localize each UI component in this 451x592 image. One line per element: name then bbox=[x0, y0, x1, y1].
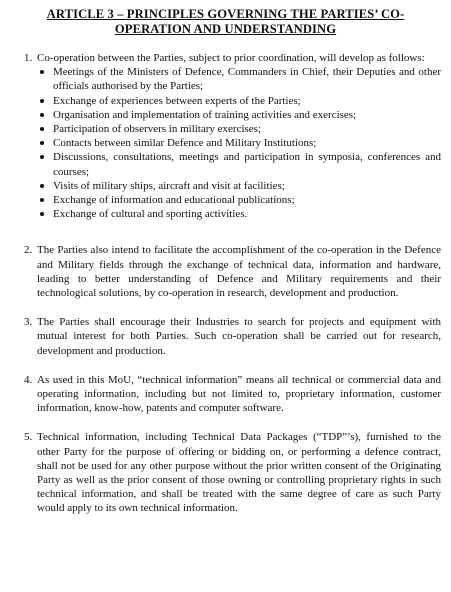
list-item: Exchange of experiences between experts of the Parties; bbox=[37, 94, 441, 108]
bullet-icon bbox=[40, 70, 44, 74]
paragraph-5-number: 5. bbox=[24, 431, 33, 444]
paragraph-3-number: 3. bbox=[24, 316, 33, 329]
paragraph-1-number: 1. bbox=[24, 52, 33, 64]
bullet-icon bbox=[40, 155, 44, 159]
paragraph-5 bbox=[8, 430, 443, 515]
bullet-icon bbox=[40, 198, 44, 202]
article-heading-line-2: OPERATION AND UNDERSTANDING bbox=[114, 22, 337, 36]
paragraph-2-text: The Parties also intend to facilitate the accomplishment of the co-operation in the Defence and Military fields through the exchange of technical data, information and hardware, leading to better understanding of Defence and Military requirements and their technological solutions, by co-operation in research, development and production. bbox=[37, 244, 441, 300]
bullet-icon bbox=[40, 141, 44, 145]
list-item: Exchange of information and educational publications; bbox=[37, 193, 441, 207]
paragraph-4-number: 4. bbox=[24, 373, 33, 386]
paragraph-1-text: Co-operation between the Parties, subject to prior coordination, will develop as follows: bbox=[37, 52, 425, 64]
article-heading bbox=[8, 7, 443, 37]
cooperation-list bbox=[37, 65, 441, 221]
bullet-icon bbox=[40, 127, 44, 131]
bullet-icon bbox=[40, 99, 44, 103]
paragraph-1 bbox=[8, 51, 443, 221]
list-item: Organisation and implementation of training activities and exercises; bbox=[37, 108, 441, 122]
bullet-icon bbox=[40, 212, 44, 216]
list-item: Exchange of cultural and sporting activities. bbox=[37, 207, 441, 221]
paragraph-4 bbox=[8, 373, 443, 416]
paragraph-4-text: As used in this MoU, “technical information” means all technical or commercial data and operating information, including but not limited to, proprietary information, customer information, know-how, patents and computer software. bbox=[37, 373, 441, 415]
paragraph-5-text: Technical information, including Technical Data Packages (“TDP”’s), furnished to the other Party for the purpose of offering or bidding on, or performing a defence contract, shall not be used for any other purpose without the prior written consent of the Originating Party as well as the prior consent of those owning or controlling proprietary rights in such technical information, and shall be treated with the same degree of care as such Party would apply to its own technical information. bbox=[37, 431, 441, 515]
list-item: Discussions, consultations, meetings and participation in symposia, conferences and courses; bbox=[37, 150, 441, 178]
bullet-icon bbox=[40, 113, 44, 117]
paragraph-2-number: 2. bbox=[24, 244, 33, 257]
paragraph-3-text: The Parties shall encourage their Industries to search for projects and equipment with mutual interest for both Parties. Such co-operation shall be carried out for research, development and production. bbox=[37, 316, 441, 357]
list-item: Visits of military ships, aircraft and visit at facilities; bbox=[37, 179, 441, 193]
list-item: Participation of observers in military exercises; bbox=[37, 122, 441, 136]
bullet-icon bbox=[40, 184, 44, 188]
paragraph-3 bbox=[8, 315, 443, 358]
list-item: Contacts between similar Defence and Military Institutions; bbox=[37, 136, 441, 150]
article-heading-line-1: ARTICLE 3 – PRINCIPLES GOVERNING THE PARTIES’ CO- bbox=[46, 7, 405, 21]
paragraph-2 bbox=[8, 243, 443, 300]
list-item: Meetings of the Ministers of Defence, Commanders in Chief, their Deputies and other officials authorised by the Parties; bbox=[37, 65, 441, 93]
